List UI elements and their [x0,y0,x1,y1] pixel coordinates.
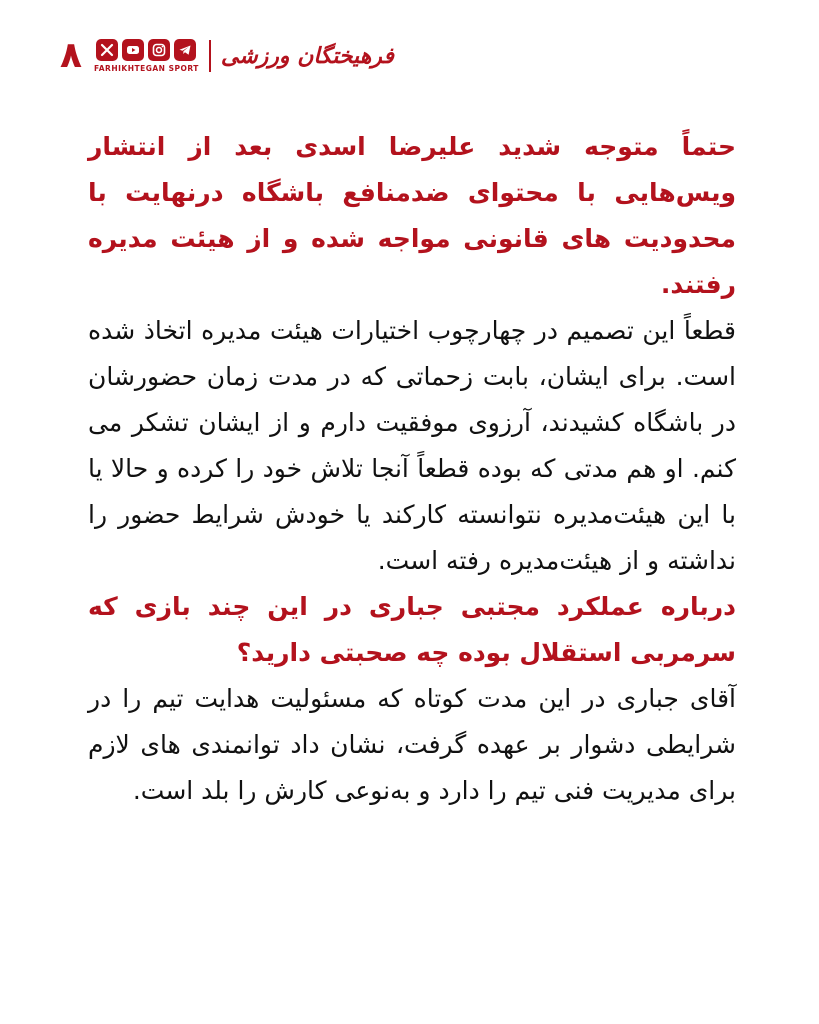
brand-subtitle: FARHIKHTEGAN SPORT [93,64,199,73]
x-icon[interactable] [96,39,118,61]
brand-logo: فرهیختگان ورزشی [220,43,394,69]
youtube-icon[interactable] [122,39,144,61]
social-icons [96,39,196,61]
answer-2: آقای جباری در این مدت کوتاه که مسئولیت هدایت تیم را در شرایطی دشوار بر عهده گرفت، نشان داد توانمندی های لازم برای مدیریت فنی تیم را دارد و به‌نوعی کارش را بلد است. [88,684,736,805]
question-1: حتماً متوجه شدید علیرضا اسدی بعد از انتشار ویس‌هایی با محتوای ضدمنافع باشگاه درنهایت با محدودیت های قانونی مواجه شده و از هیئت مدیره رفتند. [88,132,736,299]
instagram-icon[interactable] [148,39,170,61]
social-block [94,39,199,73]
header-divider [209,40,211,72]
page-number: ۸ [60,35,82,76]
page-header [60,28,394,84]
telegram-icon[interactable] [174,39,196,61]
article-body [88,124,736,814]
answer-1: قطعاً این تصمیم در چهارچوب اختیارات هیئت مدیره اتخاذ شده است. برای ایشان، بابت زحماتی که در مدت زمان حضورشان در باشگاه کشیدند، آرزوی موفقیت دارم و از ایشان تشکر می کنم. او هم مدتی که بوده قطعاً آنجا تلاش خود را کرده و حالا یا با این هیئت‌مدیره نتوانسته کارکند یا خودش شرایط حضور را نداشته و از هیئت‌مدیره رفته است. [88,316,736,575]
question-2: درباره عملکرد مجتبی جباری در این چند بازی که سرمربی استقلال بوده چه صحبتی دارید؟ [88,592,736,667]
